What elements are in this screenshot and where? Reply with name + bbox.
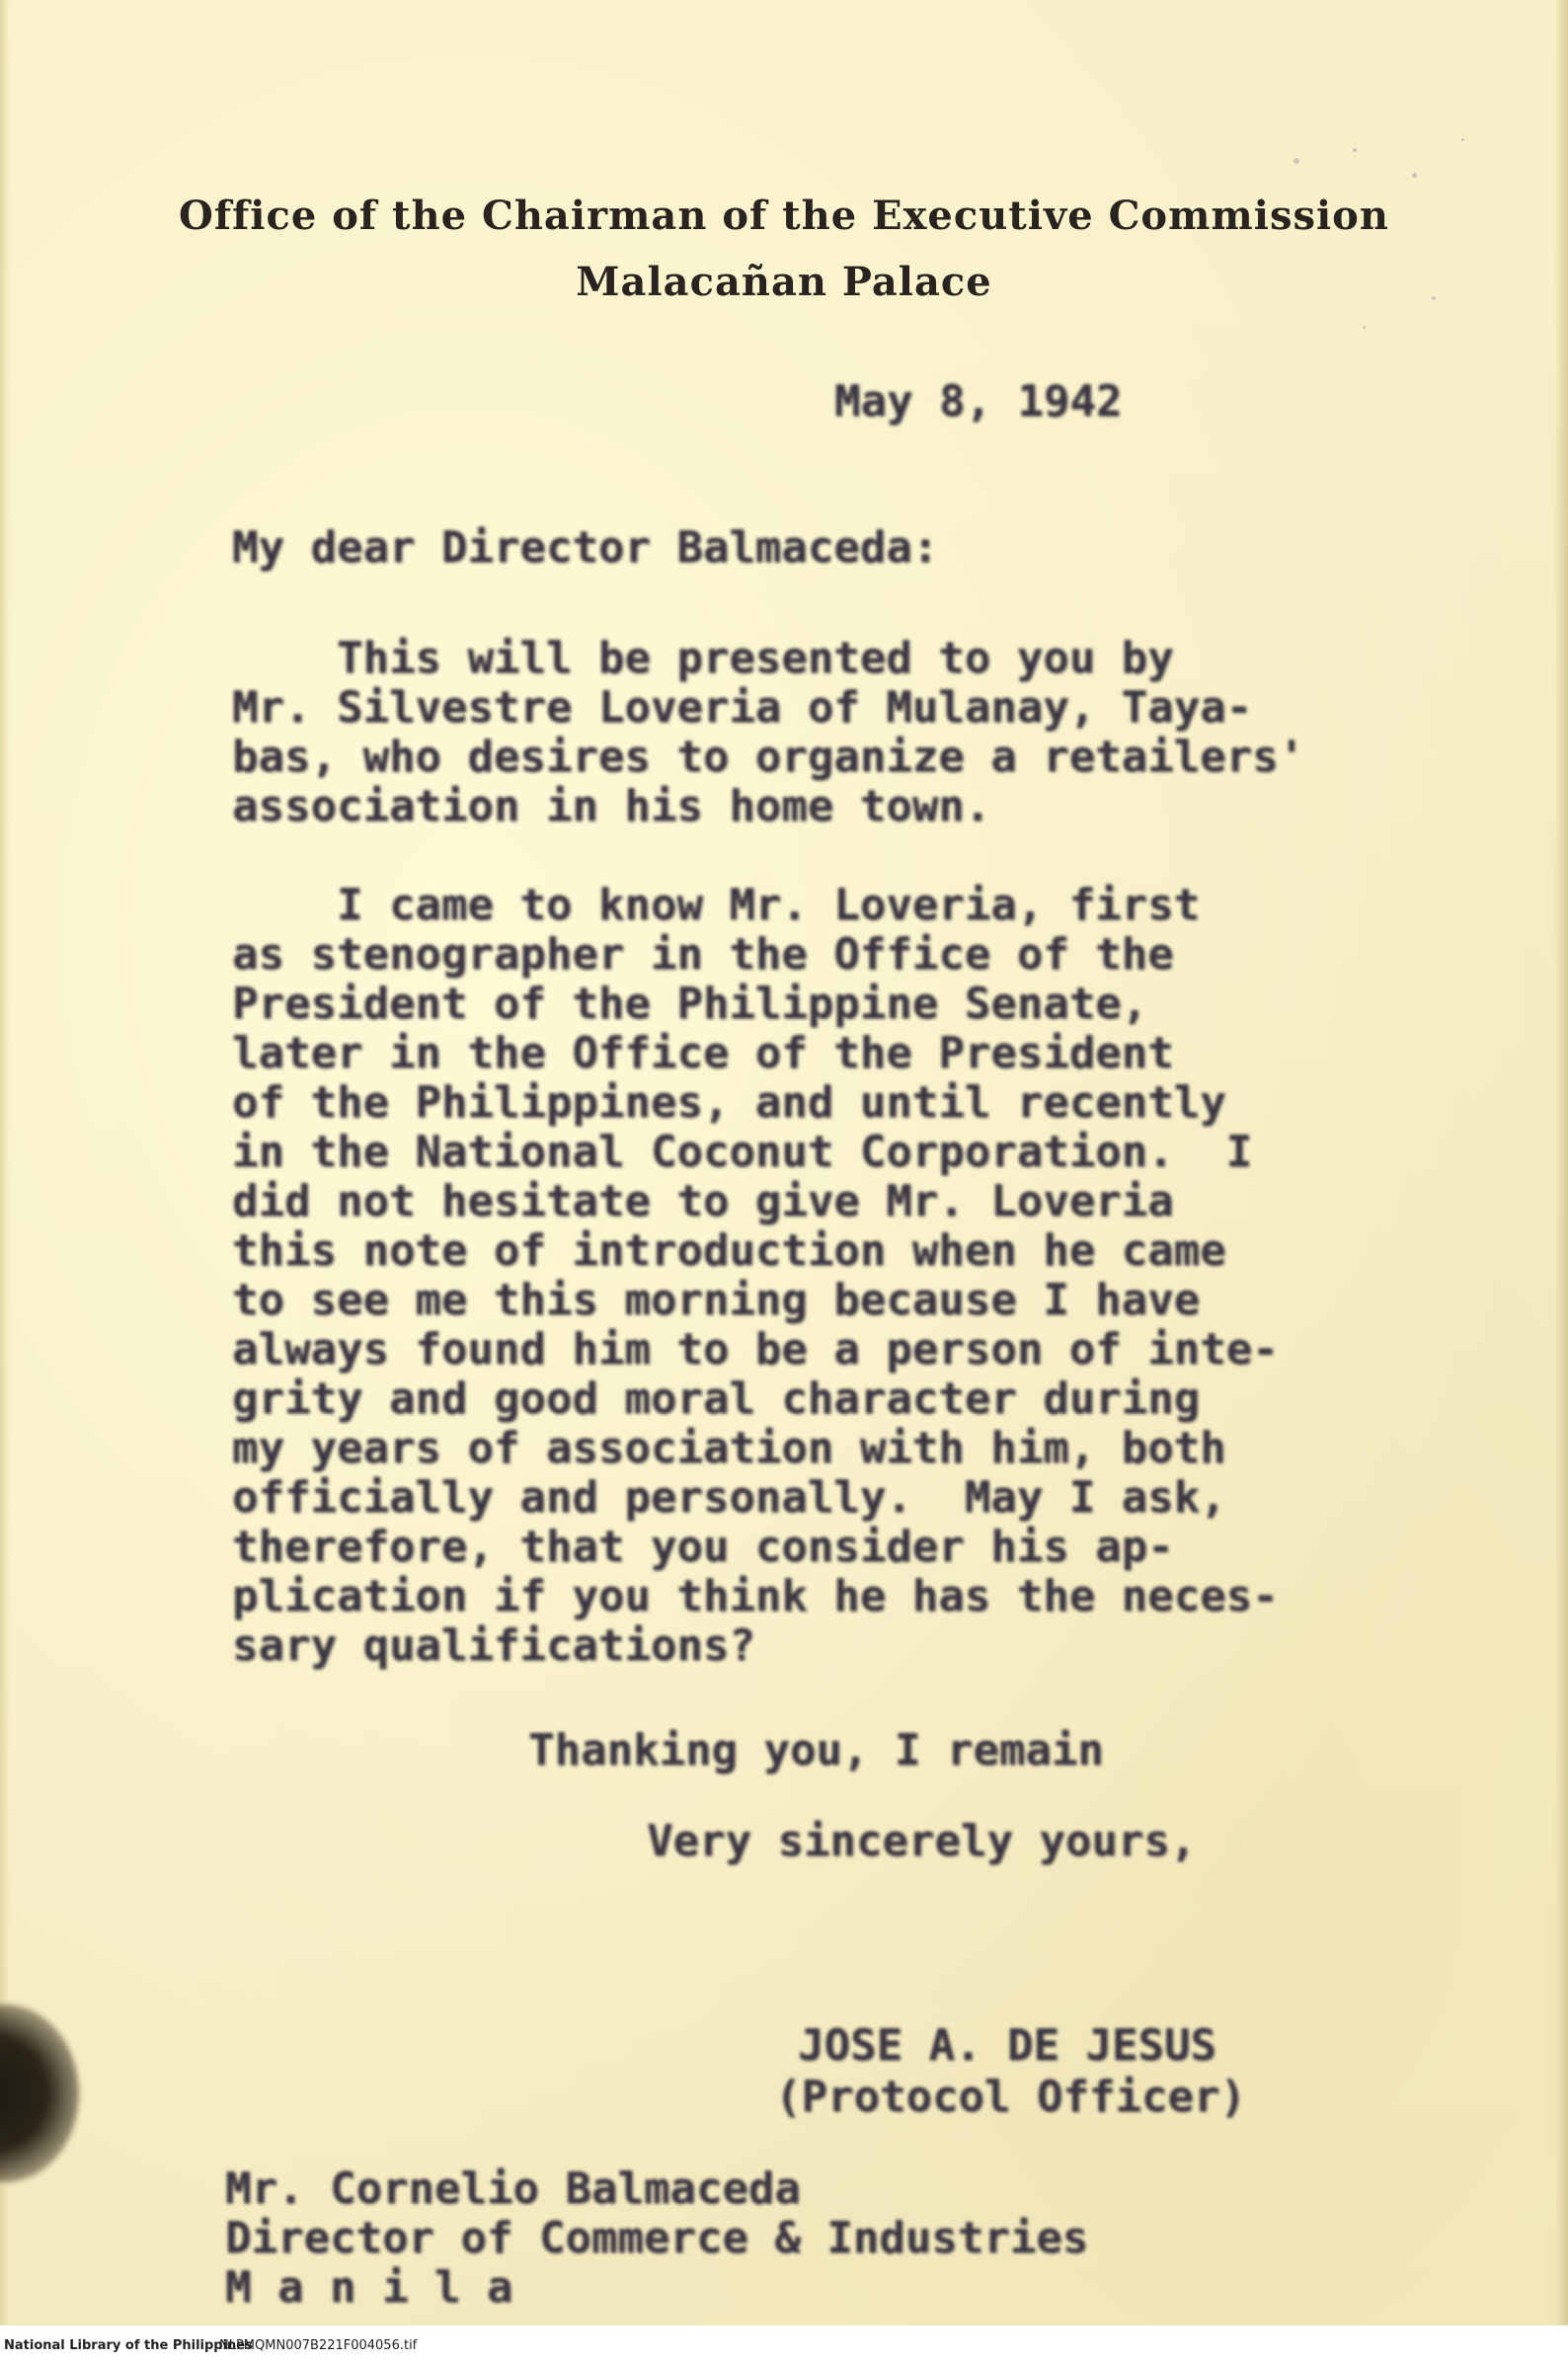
paper-speck — [1363, 326, 1366, 329]
paragraph-line: as stenographer in the Office of the — [232, 929, 1174, 980]
paragraph-line: did not hesitate to give Mr. Loveria — [232, 1176, 1174, 1226]
letterhead-office: Office of the Chairman of the Executive Commission — [179, 193, 1389, 239]
letter-date: May 8, 1942 — [834, 376, 1123, 427]
letterhead-palace: Malacañan Palace — [576, 259, 992, 305]
addressee-line: Mr. Cornelio Balmaceda — [225, 2163, 801, 2214]
paragraph-line: I came to know Mr. Loveria, first — [232, 880, 1201, 930]
addressee-line: M a n i l a — [225, 2262, 513, 2313]
paper-edge-left — [0, 0, 10, 2325]
paragraph-line: always found him to be a person of inte- — [232, 1324, 1279, 1375]
signature-title: (Protocol Officer) — [775, 2072, 1246, 2122]
paragraph-line: sary qualifications? — [232, 1620, 755, 1671]
paragraph-line: plication if you think he has the neces- — [232, 1571, 1279, 1621]
paragraph-line: grity and good moral character during — [232, 1374, 1201, 1424]
paragraph-line: President of the Philippine Senate, — [232, 979, 1148, 1029]
paragraph-line: association in his home town. — [232, 781, 991, 831]
paragraph-line: This will be presented to you by — [232, 633, 1174, 683]
paragraph-line: later in the Office of the President — [232, 1028, 1174, 1078]
closing-thanks: Thanking you, I remain — [528, 1725, 1104, 1775]
salutation: My dear Director Balmaceda: — [232, 522, 939, 573]
archive-file-id: NLPMQMN007B221F004056.tif — [219, 2338, 418, 2353]
closing-sincerely: Very sincerely yours, — [647, 1816, 1197, 1866]
paper-speck — [1294, 158, 1299, 164]
paper-speck — [1412, 173, 1417, 178]
archive-source: National Library of the Philippines — [4, 2338, 253, 2353]
paragraph-line: my years of association with him, both — [232, 1423, 1226, 1473]
archive-footer — [0, 2332, 1568, 2360]
paragraph-line: to see me this morning because I have — [232, 1275, 1201, 1325]
paragraph-line: officially and personally. May I ask, — [232, 1472, 1226, 1523]
paper-edge-right — [1554, 0, 1568, 2325]
signature-name: JOSE A. DE JESUS — [798, 2020, 1216, 2071]
paper-speck — [1461, 138, 1464, 141]
paragraph-line: this note of introduction when he came — [232, 1225, 1226, 1276]
paragraph-line: in the National Coconut Corporation. I — [232, 1127, 1253, 1177]
paragraph-line: therefore, that you consider his ap- — [232, 1522, 1174, 1572]
paper-speck — [1353, 148, 1357, 152]
paragraph-line: bas, who desires to organize a retailers' — [232, 732, 1305, 782]
paragraph-line: Mr. Silvestre Loveria of Mulanay, Taya- — [232, 682, 1253, 733]
addressee-line: Director of Commerce & Industries — [225, 2213, 1089, 2263]
ink-stain — [0, 2005, 79, 2182]
paragraph-line: of the Philippines, and until recently — [232, 1077, 1226, 1128]
